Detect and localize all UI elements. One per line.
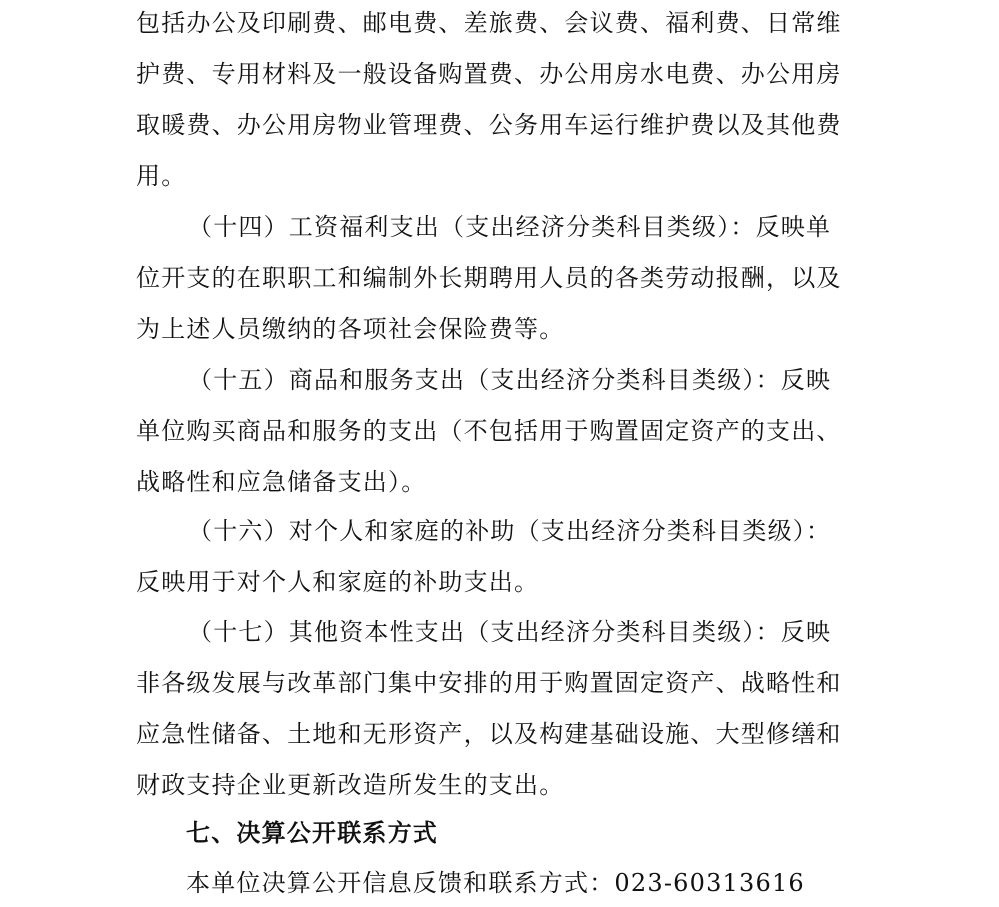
item-17-line-2: 非各级发展与改革部门集中安排的用于购置固定资产、战略性和 [136,669,842,697]
item-17-line-4: 财政支持企业更新改造所发生的支出。 [136,771,565,799]
item-14-line-2: 位开支的在职职工和编制外长期聘用人员的各类劳动报酬，以及 [136,264,842,292]
intro-line-4: 用。 [136,162,187,190]
item-17-line-3: 应急性储备、土地和无形资产，以及构建基础设施、大型修缮和 [136,720,842,748]
item-15-line-1: （十五）商品和服务支出（支出经济分类科目类级）：反映 [188,366,832,394]
item-17-line-1: （十七）其他资本性支出（支出经济分类科目类级）：反映 [188,618,832,646]
item-14-line-3: 为上述人员缴纳的各项社会保险费等。 [136,315,565,343]
contact-line [186,866,805,900]
item-16-line-2: 反映用于对个人和家庭的补助支出。 [136,568,540,596]
item-15-line-2: 单位购买商品和服务的支出（不包括用于购置固定资产的支出、 [136,417,842,445]
section-7-heading: 七、决算公开联系方式 [186,819,438,847]
contact-phone: 023-60313616 [614,869,805,897]
item-14-line-1: （十四）工资福利支出（支出经济分类科目类级）：反映单 [188,213,832,241]
item-15-line-3: 战略性和应急储备支出）。 [136,468,427,496]
item-16-line-1: （十六）对个人和家庭的补助（支出经济分类科目类级）： [188,517,832,545]
intro-line-2: 护费、专用材料及一般设备购置费、办公用房水电费、办公用房 [136,60,842,88]
intro-line-1: 包括办公及印刷费、邮电费、差旅费、会议费、福利费、日常维 [136,9,842,37]
contact-label: 本单位决算公开信息反馈和联系方式： [186,869,615,897]
intro-line-3: 取暖费、办公用房物业管理费、公务用车运行维护费以及其他费 [136,111,842,139]
